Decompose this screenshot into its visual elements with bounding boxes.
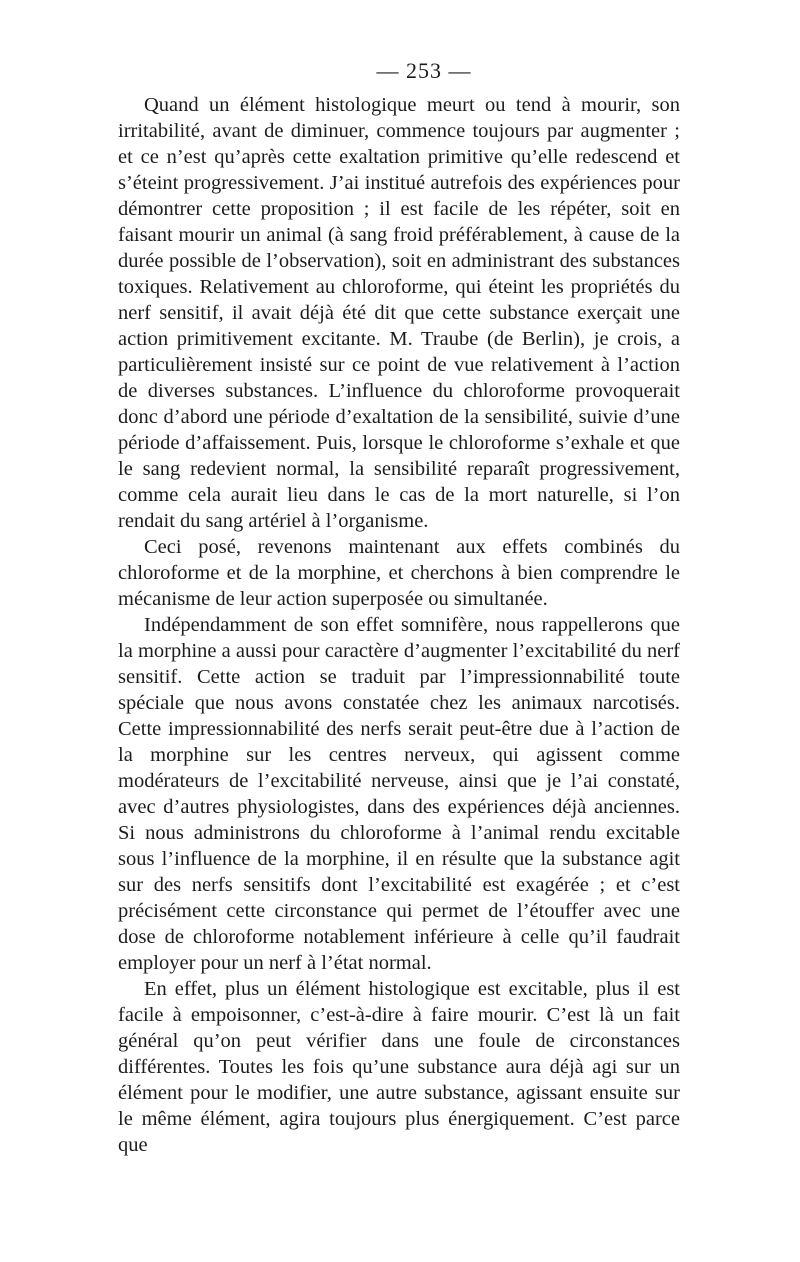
paragraph-irritability: Quand un élément histologique meurt ou tend à mourir, son irritabilité, avant de diminuer, commence toujours par augmenter ; et ce n’est qu’après cette exaltation primitive qu’elle redescend et s’éteint progressivement. J’ai institué autrefois des expériences pour démontrer cette proposition ; il est facile de les répéter, soit en faisant mourir un animal (à sang froid préférablement, à cause de la durée possible de l’observation), soit en administrant des substances toxiques. Relativement au chloroforme, qui éteint les propriétés du nerf sensitif, il avait déjà été dit que cette substance exerçait une action primitivement excitante. M. Traube (de Berlin), je crois, a particulièrement insisté sur ce point de vue relativement à l’action de diverses substances. L’influence du chloroforme provoquerait donc d’abord une période d’exaltation de la sensibilité, suivie d’une période d’affaissement. Puis, lorsque le chloroforme s’exhale et que le sang redevient normal, la sensibilité reparaît progressivement, comme cela aurait lieu dans le cas de la mort naturelle, si l’on rendait du sang artériel à l’organisme. xyxy=(118,94,680,532)
page-number: — 253 — xyxy=(376,58,472,83)
book-page xyxy=(118,58,680,1158)
paragraph-combined-effects: Ceci posé, revenons maintenant aux effets combinés du chloroforme et de la morphine, et cherchons à bien comprendre le mécanisme de leur action superposée ou simultanée. xyxy=(118,536,680,610)
paragraph-excitability: En effet, plus un élément histologique est excitable, plus il est facile à empoisonner, c’est-à-dire à faire mourir. C’est là un fait général qu’on peut vérifier dans une foule de circonstances différentes. Toutes les fois qu’une substance aura déjà agi sur un élément pour le modifier, une autre substance, agissant ensuite sur le même élément, agira toujours plus énergiquement. C’est parce que xyxy=(118,978,680,1156)
paragraph-morphine: Indépendamment de son effet somnifère, nous rappellerons que la morphine a aussi pour caractère d’augmenter l’excitabilité du nerf sensitif. Cette action se traduit par l’impressionnabilité toute spéciale que nous avons constatée chez les animaux narcotisés. Cette impressionnabilité des nerfs serait peut-être due à l’action de la morphine sur les centres nerveux, qui agissent comme modérateurs de l’excitabilité nerveuse, ainsi que je l’ai constaté, avec d’autres physiologistes, dans des expériences déjà anciennes. Si nous administrons du chloroforme à l’animal rendu excitable sous l’influence de la morphine, il en résulte que la substance agit sur des nerfs sensitifs dont l’excitabilité est exagérée ; et c’est précisément cette circonstance qui permet de l’étouffer avec une dose de chloroforme notablement inférieure à celle qu’il faudrait employer pour un nerf à l’état normal. xyxy=(118,614,680,974)
